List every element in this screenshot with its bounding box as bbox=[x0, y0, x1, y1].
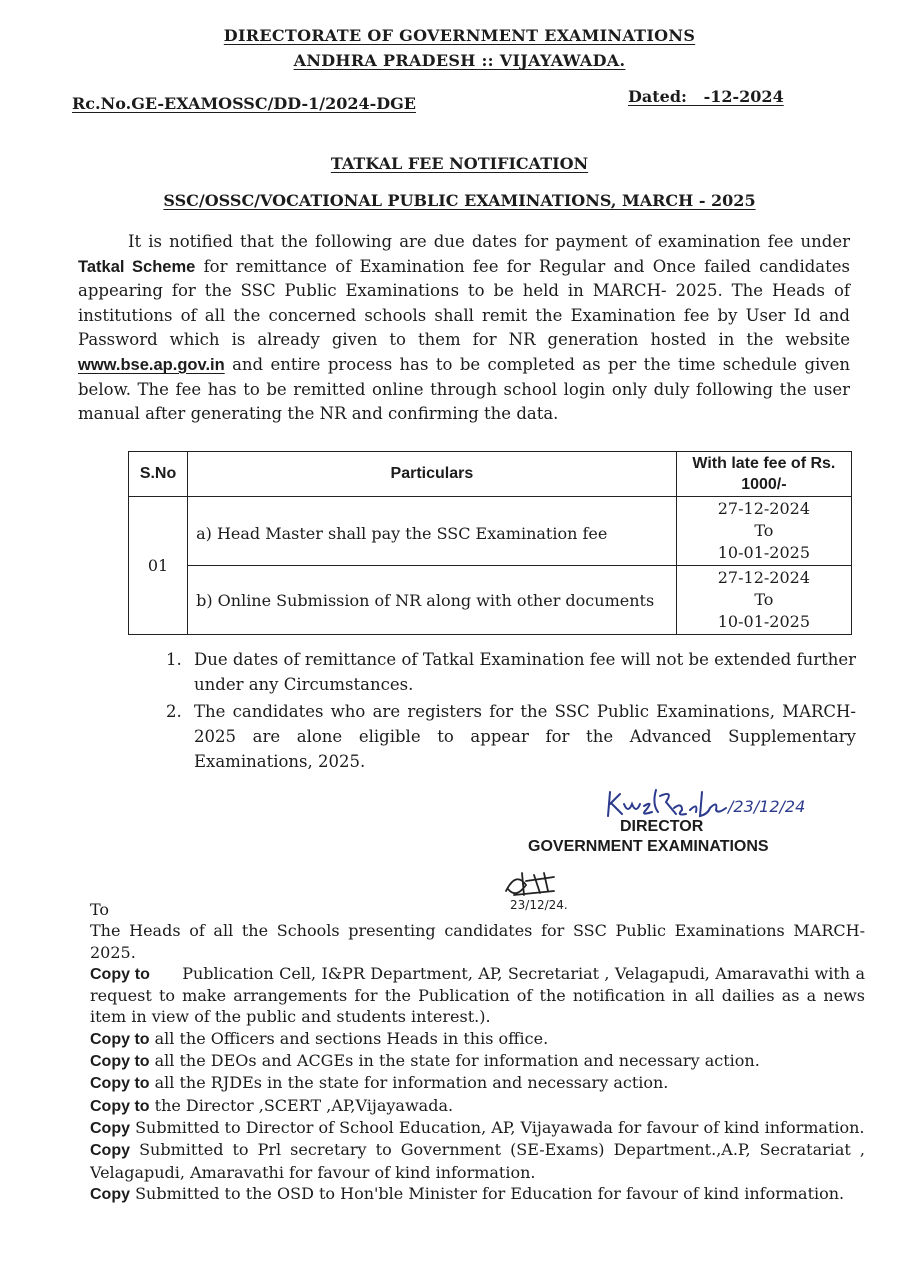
initial-date: 23/12/24. bbox=[510, 898, 568, 911]
header-late-fee: With late fee of Rs. 1000/- bbox=[676, 452, 851, 497]
distribution-section bbox=[90, 899, 865, 1205]
row-particular: a) Head Master shall pay the SSC Examination fee bbox=[188, 497, 677, 566]
reference-number: Rc.No.GE-EXAMOSSC/DD-1/2024-DGE bbox=[72, 94, 416, 113]
exam-title: SSC/OSSC/VOCATIONAL PUBLIC EXAMINATIONS, MARCH - 2025 bbox=[163, 191, 756, 210]
date-until: 10-01-2025 bbox=[717, 543, 810, 562]
date-to-label: To bbox=[754, 590, 774, 609]
notes-list bbox=[166, 647, 856, 774]
copy-text: the Director ,SCERT ,AP,Vijayawada. bbox=[154, 1095, 454, 1115]
note-text: The candidates who are registers for the SSC Public Examinations, MARCH-2025 are alone eligible to appear for the Advanced Supplementary Examinations, 2025. bbox=[194, 702, 856, 771]
note-number: 1. bbox=[166, 650, 182, 669]
table-row bbox=[129, 566, 852, 635]
to-label: To bbox=[90, 900, 110, 919]
row-date-range bbox=[676, 566, 851, 635]
row-particular: b) Online Submission of NR along with other documents bbox=[188, 566, 677, 635]
table-header-row bbox=[129, 452, 852, 497]
body-text-1: It is notified that the following are due dates for payment of examination fee under bbox=[128, 232, 850, 251]
director-designation: DIRECTOR bbox=[620, 818, 704, 835]
copy-text: Submitted to the OSD to Hon'ble Minister for Education for favour of kind information. bbox=[135, 1183, 845, 1203]
copy-entry bbox=[90, 1117, 865, 1139]
date-to-label: To bbox=[754, 521, 774, 540]
date-line: Dated: -12-2024 bbox=[628, 87, 784, 106]
fee-schedule-table bbox=[128, 451, 852, 635]
note-number: 2. bbox=[166, 702, 182, 721]
copy-label: Copy to bbox=[90, 1053, 150, 1071]
header-sno: S.No bbox=[129, 452, 188, 497]
copy-label: Copy to bbox=[90, 1097, 150, 1115]
copy-label: Copy to bbox=[90, 1030, 150, 1048]
copy-text: Submitted to Prl secretary to Government (SE-Exams) Department.,A.P, Secratariat , Velagapudi, Amaravathi for favour of kind information. bbox=[90, 1140, 866, 1182]
date-from: 27-12-2024 bbox=[717, 568, 810, 587]
notification-title: TATKAL FEE NOTIFICATION bbox=[330, 154, 589, 173]
body-text-2: for remittance of Examination fee for Regular and Once failed candidates appearing for the SSC Public Examinations to be held in MARCH- 2025. The Heads of institutions of all the concerned schools shall remit the Examination fee by User Id and Password which is already given to them for NR generation hosted in the website bbox=[78, 256, 850, 350]
note-item bbox=[166, 699, 856, 774]
note-text: Due dates of remittance of Tatkal Examination fee will not be extended further under any Circumstances. bbox=[194, 650, 856, 694]
director-department: GOVERNMENT EXAMINATIONS bbox=[528, 838, 769, 855]
copy-text: all the DEOs and ACGEs in the state for information and necessary action. bbox=[154, 1051, 760, 1071]
table-row bbox=[129, 497, 852, 566]
signature-date: /23/12/24 bbox=[728, 797, 806, 816]
copy-label: Copy to bbox=[90, 965, 150, 983]
copy-label: Copy bbox=[90, 1142, 130, 1160]
copy-text: all the RJDEs in the state for information and necessary action. bbox=[154, 1073, 669, 1093]
copy-label: Copy bbox=[90, 1185, 130, 1203]
note-item bbox=[166, 647, 856, 697]
date-until: 10-01-2025 bbox=[717, 612, 810, 631]
copy-entry bbox=[90, 963, 865, 1028]
body-text-3: and entire process has to be completed as per the time schedule given below. The fee has to be remitted online through school login only duly following the user manual after generating the NR and confirming the data. bbox=[78, 354, 850, 424]
copy-text: Submitted to Director of School Education, AP, Vijayawada for favour of kind information. bbox=[135, 1117, 865, 1137]
copy-entry bbox=[90, 1095, 865, 1117]
body-paragraph bbox=[78, 230, 850, 427]
copy-label: Copy to bbox=[90, 1075, 150, 1093]
copy-label: Copy bbox=[90, 1119, 130, 1137]
copy-entry bbox=[90, 1183, 865, 1205]
website-link[interactable]: www.bse.ap.gov.in bbox=[78, 355, 225, 374]
recipient-text: The Heads of all the Schools presenting candidates for SSC Public Examinations MARCH-2025. bbox=[90, 921, 865, 962]
directorate-title: DIRECTORATE OF GOVERNMENT EXAMINATIONS bbox=[223, 26, 696, 45]
directorate-location: ANDHRA PRADESH :: VIJAYAWADA. bbox=[293, 51, 626, 70]
date-from: 27-12-2024 bbox=[717, 499, 810, 518]
copy-text: Publication Cell, I&PR Department, AP, Secretariat , Velagapudi, Amaravathi with a request to make arrangements for the Publication of the notification in all dailies as a news item in view of the public and students interest.). bbox=[90, 963, 866, 1027]
row-sno: 01 bbox=[129, 497, 188, 635]
tatkal-scheme: Tatkal Scheme bbox=[78, 257, 196, 276]
copy-entry bbox=[90, 1050, 865, 1072]
copy-entry bbox=[90, 1139, 865, 1183]
row-date-range bbox=[676, 497, 851, 566]
copy-entry bbox=[90, 1028, 865, 1050]
copy-text: all the Officers and sections Heads in this office. bbox=[154, 1028, 549, 1048]
copy-entry bbox=[90, 1072, 865, 1094]
header-particulars: Particulars bbox=[188, 452, 677, 497]
